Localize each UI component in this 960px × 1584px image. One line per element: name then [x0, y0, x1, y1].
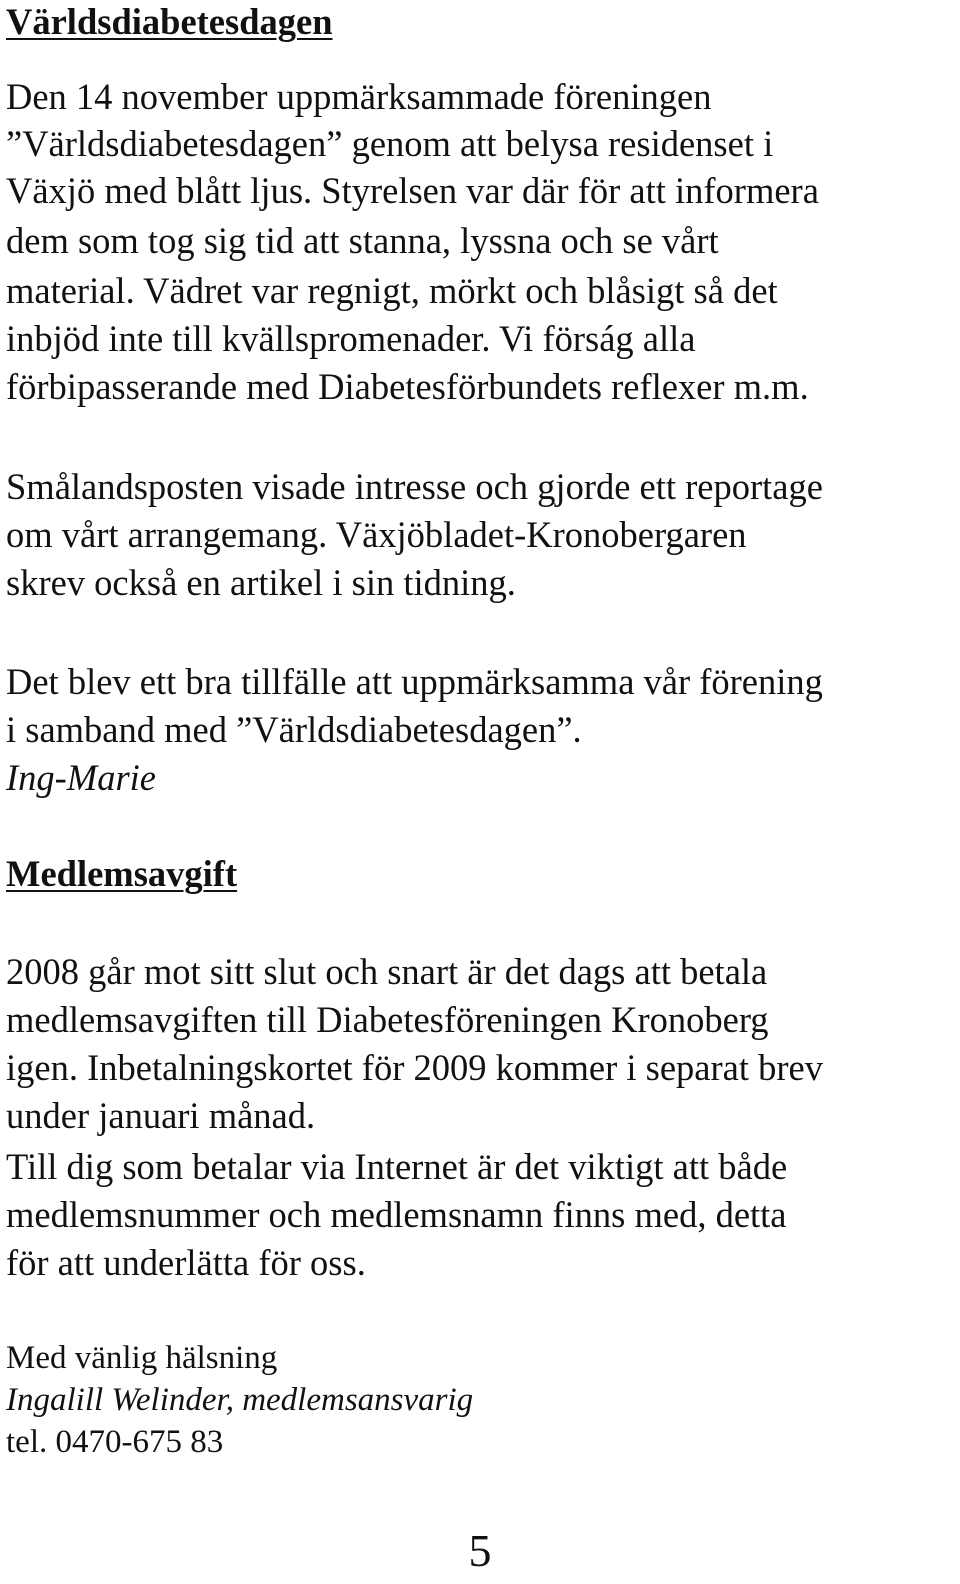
paragraph-line: Det blev ett bra tillfälle att uppmärksamma vår förening	[6, 661, 823, 702]
paragraph-line: inbjöd inte till kvällspromenader. Vi förság alla	[6, 318, 696, 359]
section-heading-varldsdiabetesdagen: Världsdiabetesdagen	[6, 1, 333, 42]
paragraph-line: ”Världsdiabetesdagen” genom att belysa residenset i	[6, 123, 774, 164]
paragraph-line: skrev också en artikel i sin tidning.	[6, 562, 516, 603]
paragraph-line: i samband med ”Världsdiabetesdagen”.	[6, 709, 582, 750]
paragraph-line: förbipasserande med Diabetesförbundets reflexer m.m.	[6, 366, 809, 407]
paragraph-line: dem som tog sig tid att stanna, lyssna och se vårt	[6, 220, 719, 261]
paragraph-line: medlemsavgiften till Diabetesföreningen Kronoberg	[6, 999, 769, 1040]
section-heading-medlemsavgift: Medlemsavgift	[6, 853, 238, 894]
paragraph-line: under januari månad.	[6, 1095, 316, 1136]
paragraph-line: medlemsnummer och medlemsnamn finns med, detta	[6, 1194, 787, 1235]
paragraph-line: 2008 går mot sitt slut och snart är det dags att betala	[6, 951, 768, 992]
paragraph-line: igen. Inbetalningskortet för 2009 kommer i separat brev	[6, 1047, 823, 1088]
signature: Ingalill Welinder, medlemsansvarig	[6, 1382, 474, 1418]
paragraph-line: Växjö med blått ljus. Styrelsen var där för att informera	[6, 170, 819, 211]
paragraph-line: Till dig som betalar via Internet är det viktigt att både	[6, 1146, 788, 1187]
page-number: 5	[468, 1525, 492, 1576]
paragraph-line: Den 14 november uppmärksammade föreningen	[6, 76, 712, 117]
article-author: Ing-Marie	[6, 757, 157, 798]
paragraph-line: material. Vädret var regnigt, mörkt och blåsigt så det	[6, 270, 778, 311]
paragraph-line: för att underlätta för oss.	[6, 1242, 366, 1283]
phone-number: tel. 0470-675 83	[6, 1424, 224, 1460]
closing-greeting: Med vänlig hälsning	[6, 1340, 278, 1376]
paragraph-line: om vårt arrangemang. Växjöbladet-Kronobergaren	[6, 514, 747, 555]
paragraph-line: Smålandsposten visade intresse och gjorde ett reportage	[6, 466, 823, 507]
